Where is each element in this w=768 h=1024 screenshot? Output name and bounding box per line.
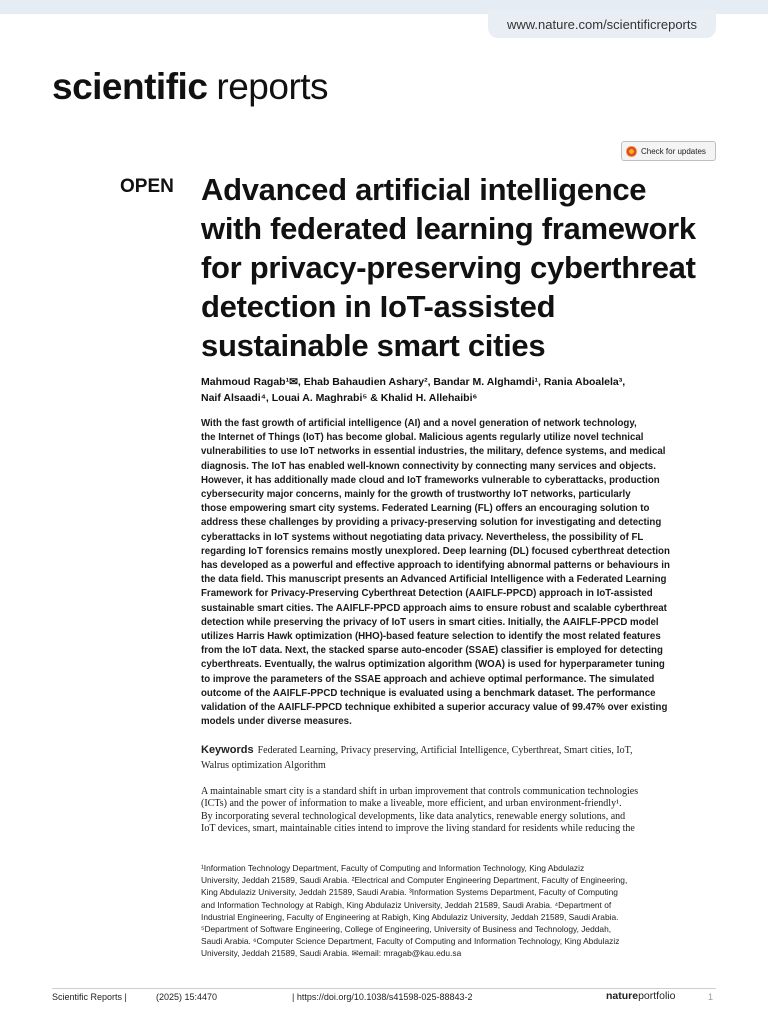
affiliation-line: Saudi Arabia. ⁶Computer Science Department, Faculty of Computing and Information Technology, King Abdulaziz bbox=[201, 936, 620, 947]
abstract-line: from the IoT data. Next, the stacked sparse auto-encoder (SSAE) classifier is employed for detecting bbox=[201, 645, 663, 657]
author-line: Naif Alsaadi⁴, Louai A. Maghrabi⁵ & Khalid H. Allehaibi⁶ bbox=[201, 392, 478, 404]
crossmark-icon bbox=[626, 146, 637, 157]
footer-divider bbox=[52, 988, 716, 989]
abstract-line: address these challenges by providing a privacy-preserving solution for investigating and detecting bbox=[201, 517, 662, 529]
title-line: with federated learning framework bbox=[201, 211, 696, 246]
affiliations bbox=[201, 862, 715, 960]
journal-logo-light: reports bbox=[216, 66, 329, 107]
affiliation-line: University, Jeddah 21589, Saudi Arabia. ²Electrical and Computer Engineering Department, Faculty of Engineering, bbox=[201, 875, 628, 886]
abstract-line: diagnosis. The IoT has enabled well-known connectivity by connecting many services and objects. bbox=[201, 460, 656, 472]
footer-volume: (2025) 15:4470 bbox=[156, 992, 218, 1002]
abstract-line: Framework for Privacy-Preserving Cyberthreat Detection (AAIFLF-PPCD) approach in IoT-assisted bbox=[201, 588, 653, 600]
affiliation-line: ¹Information Technology Department, Faculty of Computing and Information Technology, King Abdulaziz bbox=[201, 863, 585, 873]
abstract-line: detection while preserving the privacy of IoT users in smart cities. Initially, the AAIFLF-PPCD model bbox=[201, 616, 659, 628]
abstract-line: vulnerabilities to use IoT networks in essential industries, the military, defence systems, and medical bbox=[201, 446, 666, 458]
journal-logo-bold: scientific bbox=[52, 66, 208, 107]
publisher-logo-light: portfolio bbox=[638, 990, 676, 1002]
keywords-section bbox=[201, 743, 721, 773]
intro-line: A maintainable smart city is a standard shift in urban improvement that controls communication technologies bbox=[201, 786, 639, 797]
affiliation-line: ⁵Department of Software Engineering, College of Engineering, University of Business and Technology, Jeddah, bbox=[201, 924, 612, 935]
title-line: detection in IoT-assisted bbox=[201, 289, 556, 324]
abstract-line: cyberattacks in IoT systems without negotiating data privacy. Nevertheless, the possibility of FL bbox=[201, 531, 644, 543]
author-list bbox=[201, 374, 721, 406]
open-access-label: OPEN bbox=[120, 176, 174, 197]
abstract-line: outcome of the AAIFLF-PPCD technique is evaluated using a benchmark dataset. The performance bbox=[201, 687, 656, 699]
intro-line: (ICTs) and the power of information to make a liveable, more efficient, and urban environment-friendly¹. bbox=[201, 798, 622, 810]
abstract-line: cybersecurity major concerns, mainly for the growth of trustworthy IoT networks, particularly bbox=[201, 489, 631, 501]
abstract-line: With the fast growth of artificial intelligence (AI) and a novel generation of network technology, bbox=[201, 418, 637, 429]
abstract-line: validation of the AAIFLF-PPCD technique exhibited a superior accuracy value of 99.47% over existing bbox=[201, 702, 668, 714]
abstract-line: regarding IoT forensics remains mostly unexplored. Deep learning (DL) focused cyberthreat detection bbox=[201, 545, 670, 557]
journal-logo[interactable] bbox=[52, 66, 328, 108]
journal-url-link[interactable]: www.nature.com/scientificreports bbox=[488, 10, 716, 38]
affiliation-line: University, Jeddah 21589, Saudi Arabia. ✉email: mragab@kau.edu.sa bbox=[201, 948, 462, 959]
affiliation-line: King Abdulaziz University, Jeddah 21589, Saudi Arabia. ³Information Systems Department, Faculty of Computing bbox=[201, 887, 618, 898]
title-line: sustainable smart cities bbox=[201, 328, 546, 363]
abstract-line: cyberthreats. Eventually, the walrus optimization algorithm (WOA) is used for hyperparameter tuning bbox=[201, 659, 665, 671]
page-number: 1 bbox=[708, 992, 714, 1002]
affiliation-line: Industrial Engineering, Faculty of Engineering at Rabigh, King Abdulaziz University, Jeddah 21589, Saudi Arabia. bbox=[201, 911, 619, 922]
abstract-line: to improve the parameters of the SSAE approach and achieve optimal performance. The simulated bbox=[201, 673, 655, 685]
abstract-line: the data field. This manuscript presents an Advanced Artificial Intelligence with a Federated Learning bbox=[201, 574, 667, 586]
abstract-line: the Internet of Things (IoT) has become global. Malicious agents regularly utilize novel technical bbox=[201, 432, 644, 444]
abstract bbox=[201, 417, 721, 729]
abstract-line: However, it has additionally made cloud and IoT frameworks vulnerable to cyberattacks, production bbox=[201, 474, 660, 486]
publisher-logo bbox=[606, 990, 675, 1002]
abstract-line: has developed as a powerful and effective approach to identifying abnormal patterns or behaviours in bbox=[201, 560, 670, 572]
intro-line: By incorporating several technological developments, like data analytics, renewable energy solutions, and bbox=[201, 810, 626, 822]
intro-line: IoT devices, smart, maintainable cities intend to improve the living standard for residents while reducing the bbox=[201, 823, 635, 835]
check-for-updates-label: Check for updates bbox=[641, 146, 706, 156]
article-title bbox=[201, 170, 721, 365]
abstract-line: sustainable smart cities. The AAIFLF-PPCD approach aims to ensure robust and scalable cyberthreat bbox=[201, 602, 667, 614]
abstract-line: models under diverse measures. bbox=[201, 716, 352, 728]
footer-journal: Scientific Reports | bbox=[52, 992, 127, 1002]
check-for-updates-button[interactable] bbox=[621, 141, 716, 161]
publisher-logo-bold: nature bbox=[606, 990, 639, 1002]
author-line: Mahmoud Ragab¹✉, Ehab Bahaudien Ashary², Bandar M. Alghamdi¹, Rania Aboalela³, bbox=[201, 376, 626, 388]
title-line: for privacy-preserving cyberthreat bbox=[201, 250, 696, 285]
abstract-line: those empowering smart city systems. Federated Learning (FL) offers an encouraging solution to bbox=[201, 503, 650, 515]
footer-doi-link[interactable]: | https://doi.org/10.1038/s41598-025-88843-2 bbox=[292, 992, 473, 1002]
keywords-line: Walrus optimization Algorithm bbox=[201, 760, 326, 771]
introduction-text bbox=[201, 786, 715, 836]
title-line: Advanced artificial intelligence bbox=[201, 172, 647, 207]
keywords-label: Keywords bbox=[201, 744, 254, 756]
keywords-line: Federated Learning, Privacy preserving, Artificial Intelligence, Cyberthreat, Smart cities, IoT, bbox=[257, 745, 633, 756]
affiliation-line: and Information Technology at Rabigh, King Abdulaziz University, Jeddah 21589, Saudi Arabia. ⁴Department of bbox=[201, 899, 612, 910]
abstract-line: utilizes Harris Hawk optimization (HHO)-based feature selection to identify the most related features bbox=[201, 631, 661, 643]
